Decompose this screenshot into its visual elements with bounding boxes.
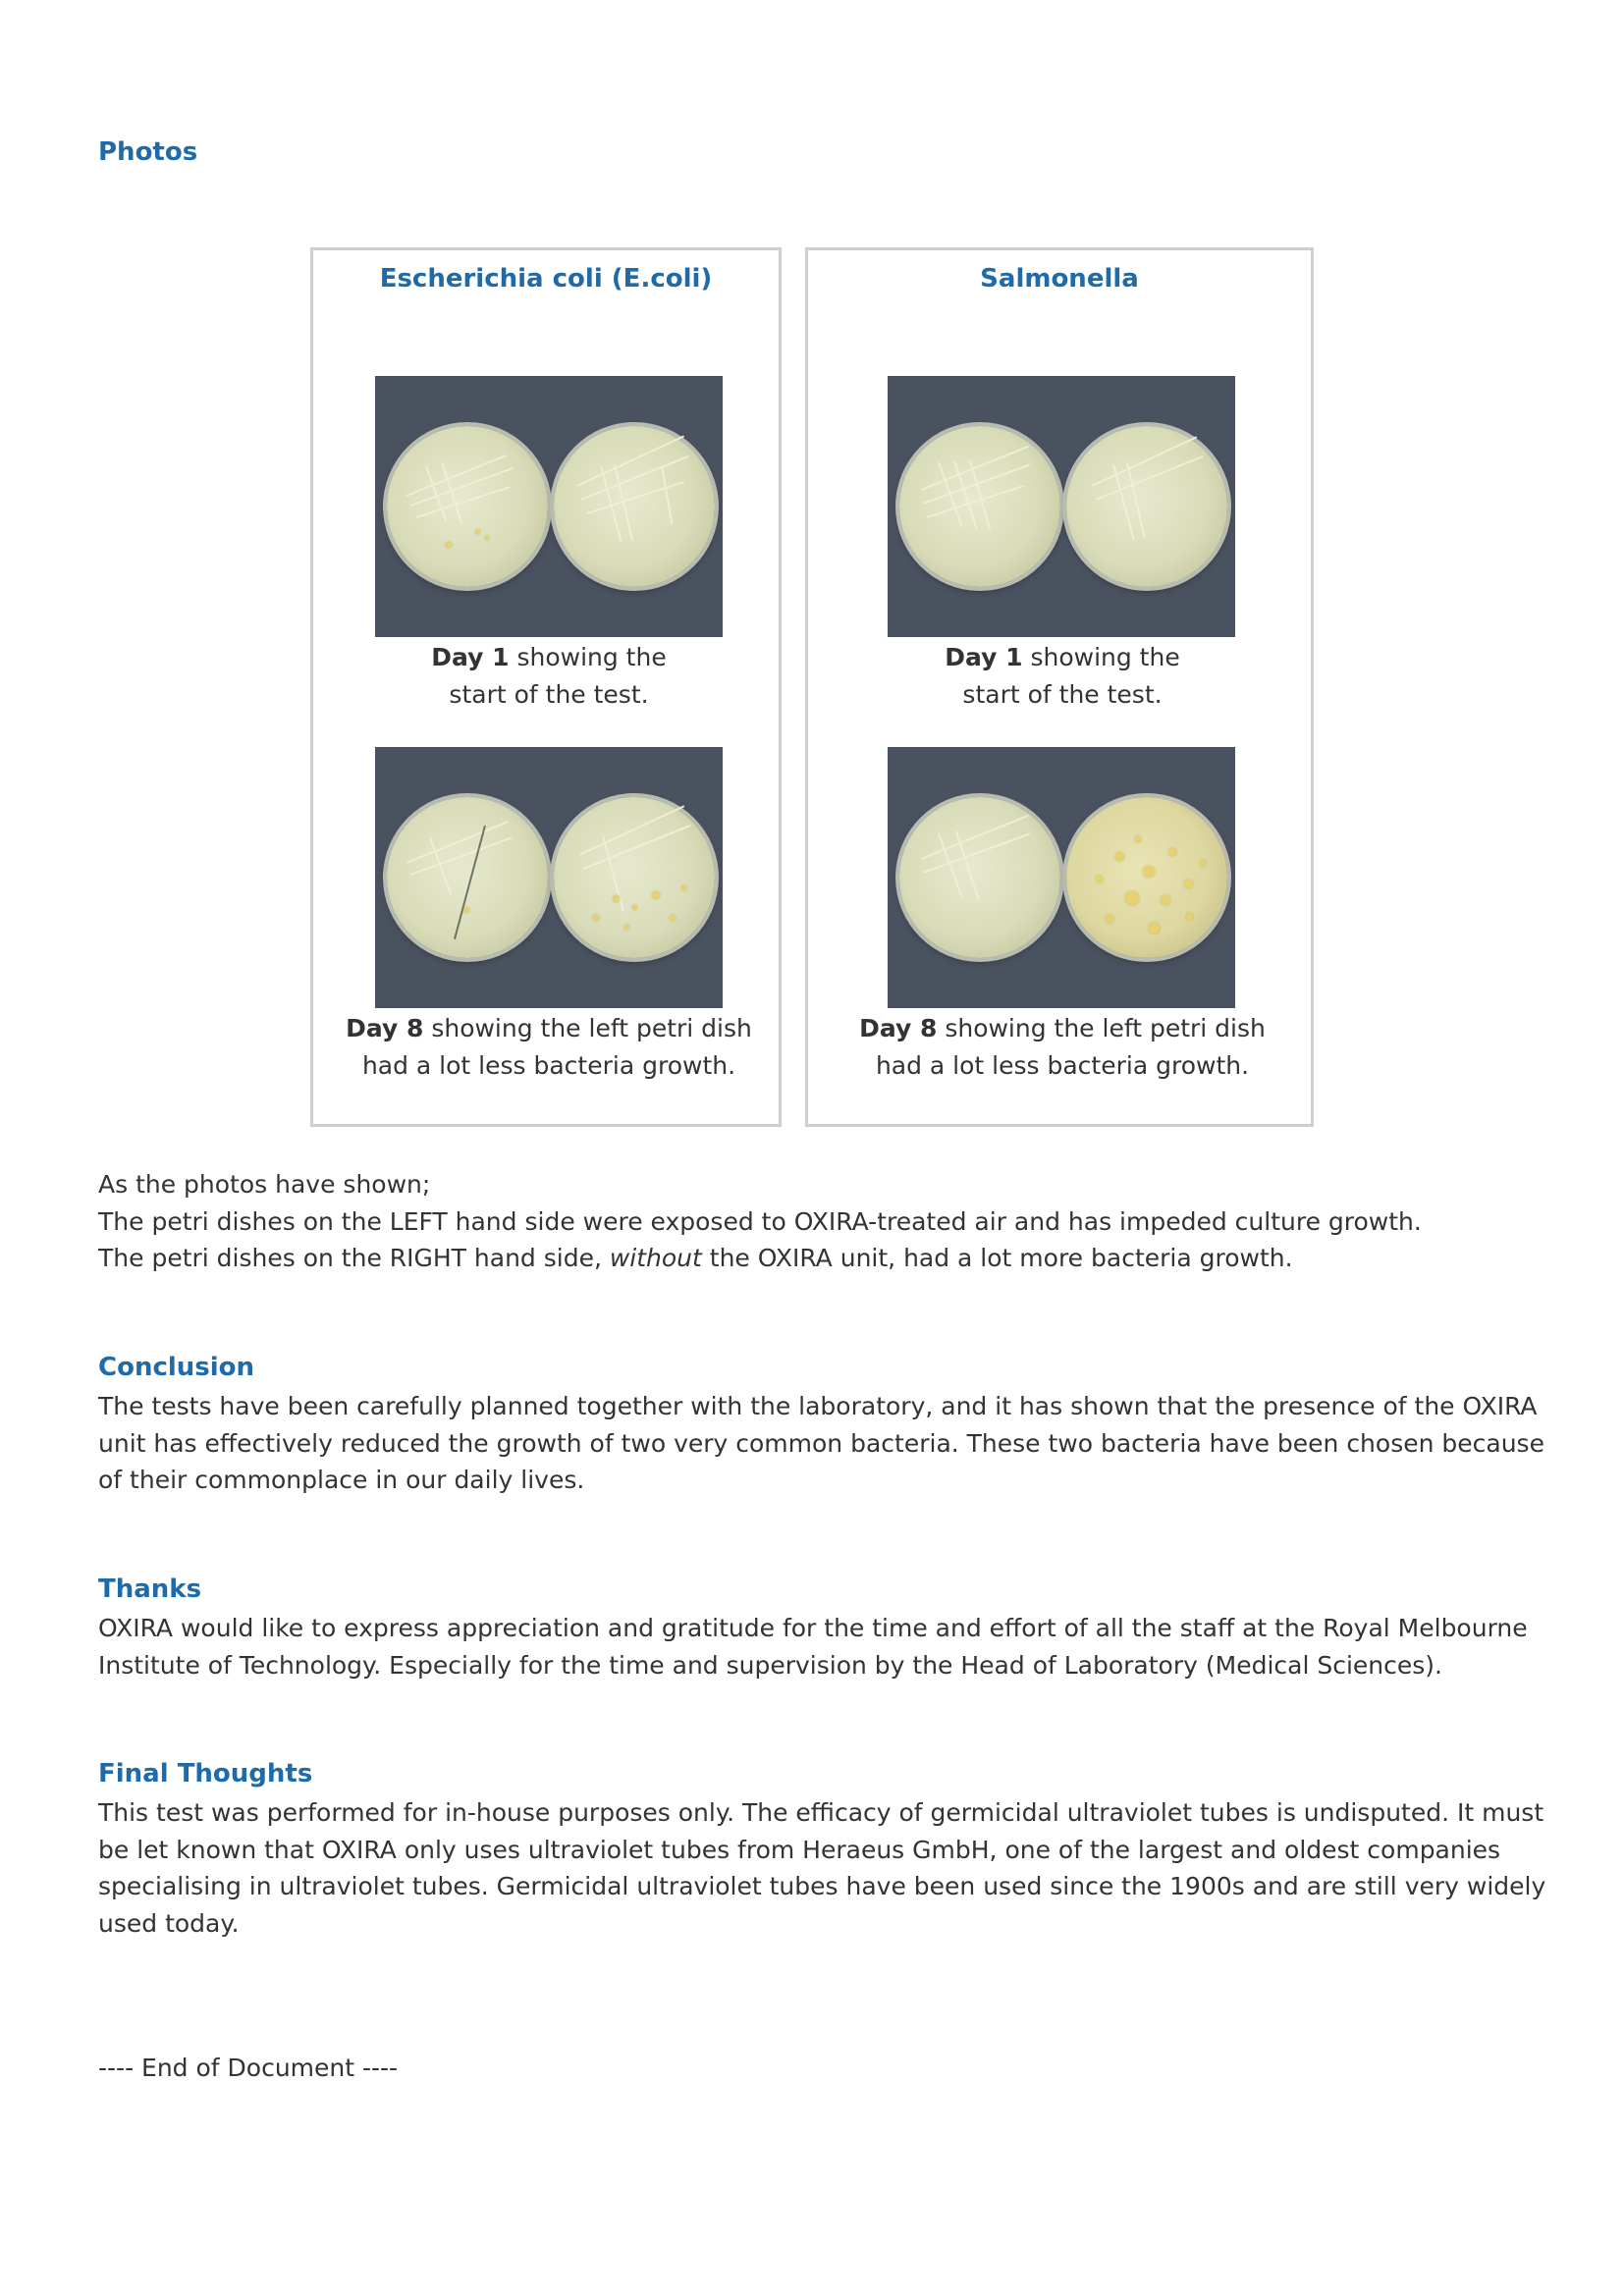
- end-of-document-note: ---- End of Document ----: [98, 2054, 399, 2082]
- results-line-2: The petri dishes on the LEFT hand side were exposed to OXIRA-treated air and has impeded culture growth.: [98, 1206, 1422, 1236]
- results-line-1: As the photos have shown;: [98, 1170, 431, 1199]
- conclusion-text: The tests have been carefully planned together with the laboratory, and it has shown that the presence of the OXIRA unit has effectively reduced the growth of two very common bacteria. These two bacteria have been chosen because of their commonplace in our daily lives.: [98, 1392, 1544, 1494]
- ecoli-day1-photo: [375, 376, 723, 637]
- conclusion-heading: Conclusion: [98, 1353, 255, 1382]
- results-paragraph: [98, 1166, 1551, 1277]
- salmonella-day1-photo: [888, 376, 1235, 637]
- salmonella-day1-caption: Day 1 showing the start of the test.: [945, 643, 1180, 709]
- salmonella-day8-caption: Day 8 showing the left petri dish had a lot less bacteria growth.: [859, 1014, 1266, 1080]
- ecoli-day1-caption: Day 1 showing the start of the test.: [431, 643, 667, 709]
- ecoli-panel-title: Escherichia coli (E.coli): [379, 264, 713, 294]
- ecoli-day8-photo: [375, 747, 723, 1008]
- final-thoughts-text: This test was performed for in-house purposes only. The efficacy of germicidal ultraviolet tubes is undisputed. It must be let known that OXIRA only uses ultraviolet tubes from Heraeus GmbH, one of the largest and oldest companies specialising in ultraviolet tubes. Germicidal ultraviolet tubes have been used since the 1900s and are still very widely used today.: [98, 1798, 1546, 1938]
- results-line-3: The petri dishes on the RIGHT hand side, without the OXIRA unit, had a lot more bacteria growth.: [98, 1244, 1293, 1272]
- ecoli-photo-panel: [310, 247, 782, 1127]
- salmonella-day8-photo: [888, 747, 1235, 1008]
- final-thoughts-heading: Final Thoughts: [98, 1759, 313, 1789]
- salmonella-photo-panel: [805, 247, 1314, 1127]
- salmonella-panel-title: Salmonella: [980, 264, 1139, 294]
- ecoli-day8-caption: Day 8 showing the left petri dish had a lot less bacteria growth.: [346, 1014, 752, 1080]
- thanks-heading: Thanks: [98, 1575, 202, 1604]
- photos-heading: Photos: [98, 137, 198, 167]
- thanks-text: OXIRA would like to express appreciation and gratitude for the time and effort of all the staff at the Royal Melbourne Institute of Technology. Especially for the time and supervision by the Head of Laboratory (Medical Sciences).: [98, 1614, 1528, 1680]
